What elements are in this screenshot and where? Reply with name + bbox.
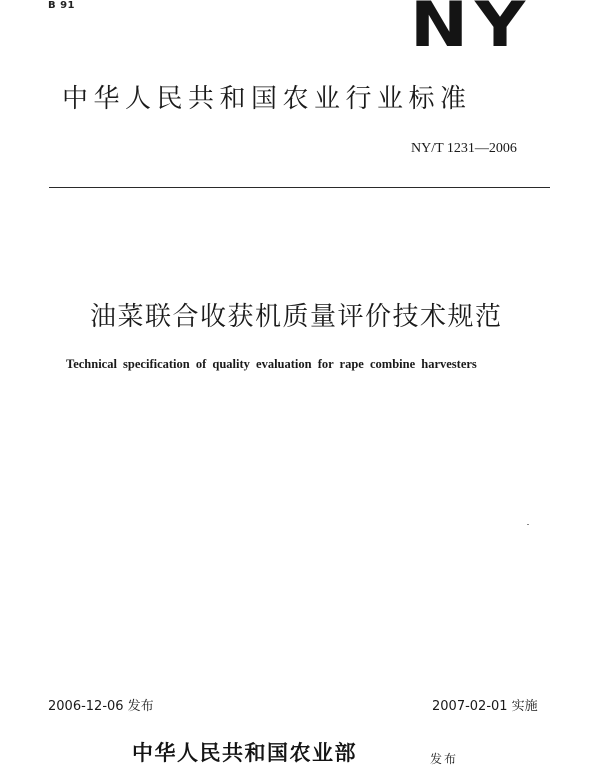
implementation-date: 2007-02-01 实施 <box>432 699 538 714</box>
ics-classification-code: B 91 <box>48 0 76 11</box>
header-divider <box>49 187 550 188</box>
document-title-chinese: 油菜联合收获机质量评价技术规范 <box>90 302 503 332</box>
standard-number: NY/T 1231—2006 <box>411 141 517 156</box>
ny-standard-logo: NY <box>410 0 532 61</box>
publishing-authority: 中华人民共和国农业部 <box>132 740 357 765</box>
issue-date: 2006-12-06 发布 <box>48 699 154 714</box>
publish-label: 发布 <box>430 752 459 766</box>
standard-category-heading: 中华人民共和国农业行业标准 <box>62 84 472 114</box>
scan-speck <box>527 524 529 525</box>
document-title-english: Technical specification of quality evaluation for rape combine harvesters <box>66 357 477 371</box>
